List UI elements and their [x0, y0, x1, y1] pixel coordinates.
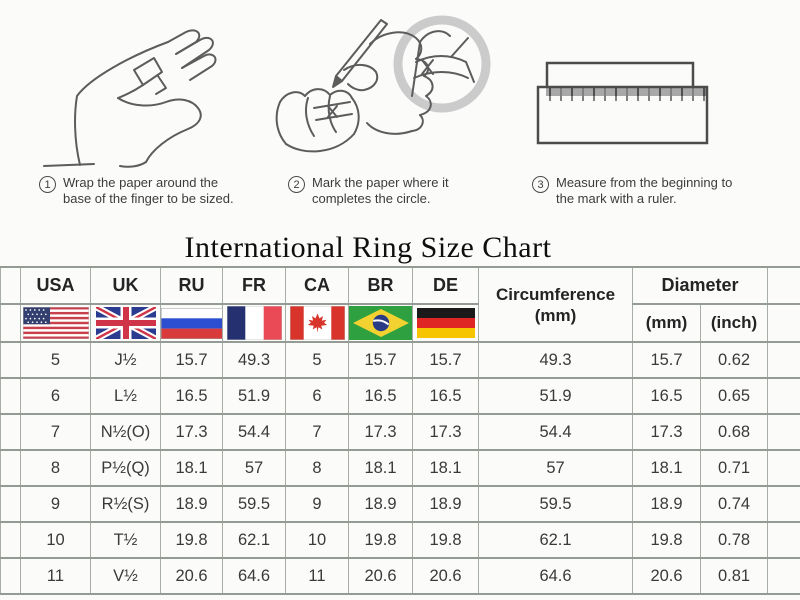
cell-fr: 49.3 — [223, 342, 286, 378]
ring-size-table — [0, 266, 800, 595]
cell-diameter-inch: 0.68 — [701, 414, 768, 450]
step2-number-badge: 2 — [288, 176, 305, 193]
russia-flag-icon — [161, 308, 223, 339]
col-header-de: DE — [413, 267, 479, 304]
hand-with-paper-strip-illustration — [30, 8, 265, 170]
cell-br: 18.1 — [349, 450, 413, 486]
col-header-usa: USA — [21, 267, 91, 304]
cell-de: 16.5 — [413, 378, 479, 414]
cell-diameter-inch: 0.74 — [701, 486, 768, 522]
col-header-fr: FR — [223, 267, 286, 304]
table-row — [1, 450, 800, 486]
flag-cell-de — [413, 304, 479, 342]
cell-diameter-mm: 18.1 — [633, 450, 701, 486]
row-left-margin — [1, 522, 21, 558]
cell-de: 18.9 — [413, 486, 479, 522]
cell-br: 20.6 — [349, 558, 413, 594]
flag-cell-usa — [21, 304, 91, 342]
cell-de: 19.8 — [413, 522, 479, 558]
cell-de: 15.7 — [413, 342, 479, 378]
mark-paper-with-pen-illustration — [270, 4, 510, 170]
table-row — [1, 486, 800, 522]
col-header-ca: CA — [286, 267, 349, 304]
ring-size-tbody — [1, 342, 800, 594]
flag-row — [1, 304, 800, 342]
flag-cell-fr — [223, 304, 286, 342]
cell-fr: 51.9 — [223, 378, 286, 414]
cell-ca: 7 — [286, 414, 349, 450]
header-left-margin — [1, 267, 21, 304]
cell-ru: 16.5 — [161, 378, 223, 414]
step1-caption — [39, 175, 274, 207]
cell-usa: 11 — [21, 558, 91, 594]
cell-ru: 17.3 — [161, 414, 223, 450]
row-left-margin — [1, 450, 21, 486]
france-flag-icon — [227, 306, 282, 340]
step1-line2: base of the finger to be sized. — [63, 191, 234, 206]
cell-fr: 57 — [223, 450, 286, 486]
cell-usa: 7 — [21, 414, 91, 450]
cell-diameter-mm: 15.7 — [633, 342, 701, 378]
cell-diameter-mm: 17.3 — [633, 414, 701, 450]
cell-diameter-inch: 0.78 — [701, 522, 768, 558]
col-header-diameter-mm: (mm) — [633, 304, 701, 342]
step3-line1: Measure from the beginning to — [556, 175, 733, 190]
cell-fr: 54.4 — [223, 414, 286, 450]
flagrow-left-margin — [1, 304, 21, 342]
row-right-margin — [768, 342, 800, 378]
flag-cell-br — [349, 304, 413, 342]
cell-uk: J½ — [91, 342, 161, 378]
cell-ca: 8 — [286, 450, 349, 486]
row-right-margin — [768, 378, 800, 414]
cell-usa: 8 — [21, 450, 91, 486]
cell-ca: 11 — [286, 558, 349, 594]
step3-text — [556, 175, 732, 207]
step2-line1: Mark the paper where it — [312, 175, 449, 190]
flag-cell-ca — [286, 304, 349, 342]
cell-uk: P½(Q) — [91, 450, 161, 486]
row-left-margin — [1, 378, 21, 414]
cell-de: 20.6 — [413, 558, 479, 594]
cell-uk: T½ — [91, 522, 161, 558]
step2-text — [312, 175, 449, 207]
step3-line2: the mark with a ruler. — [556, 191, 677, 206]
cell-diameter-inch: 0.62 — [701, 342, 768, 378]
flag-cell-uk — [91, 304, 161, 342]
circumference-label: Circumference — [495, 284, 616, 304]
table-row — [1, 414, 800, 450]
flagrow-right-margin — [768, 304, 800, 342]
page-title: International Ring Size Chart — [184, 231, 552, 264]
step3-number-badge: 3 — [532, 176, 549, 193]
header-row — [1, 267, 800, 304]
uk-flag-icon — [96, 307, 156, 339]
canada-flag-icon — [290, 306, 345, 340]
cell-ru: 18.1 — [161, 450, 223, 486]
cell-br: 19.8 — [349, 522, 413, 558]
step1-text — [63, 175, 234, 207]
cell-circumference-mm: 59.5 — [479, 486, 633, 522]
cell-ca: 6 — [286, 378, 349, 414]
table-row — [1, 558, 800, 594]
cell-de: 17.3 — [413, 414, 479, 450]
cell-uk: N½(O) — [91, 414, 161, 450]
cell-ca: 9 — [286, 486, 349, 522]
cell-fr: 59.5 — [223, 486, 286, 522]
cell-circumference-mm: 62.1 — [479, 522, 633, 558]
cell-circumference-mm: 57 — [479, 450, 633, 486]
cell-diameter-inch: 0.71 — [701, 450, 768, 486]
cell-uk: V½ — [91, 558, 161, 594]
cell-circumference-mm: 64.6 — [479, 558, 633, 594]
cell-usa: 5 — [21, 342, 91, 378]
cell-ca: 10 — [286, 522, 349, 558]
col-header-ru: RU — [161, 267, 223, 304]
row-right-margin — [768, 486, 800, 522]
cell-uk: L½ — [91, 378, 161, 414]
cell-circumference-mm: 49.3 — [479, 342, 633, 378]
row-left-margin — [1, 414, 21, 450]
cell-br: 15.7 — [349, 342, 413, 378]
cell-br: 16.5 — [349, 378, 413, 414]
cell-circumference-mm: 54.4 — [479, 414, 633, 450]
row-left-margin — [1, 486, 21, 522]
cell-circumference-mm: 51.9 — [479, 378, 633, 414]
cell-br: 17.3 — [349, 414, 413, 450]
row-right-margin — [768, 522, 800, 558]
usa-flag-icon — [23, 307, 89, 339]
cell-diameter-mm: 18.9 — [633, 486, 701, 522]
cell-ru: 19.8 — [161, 522, 223, 558]
ruler-measure-illustration — [520, 30, 780, 170]
row-left-margin — [1, 342, 21, 378]
cell-de: 18.1 — [413, 450, 479, 486]
row-right-margin — [768, 414, 800, 450]
header-right-margin — [768, 267, 800, 304]
cell-diameter-mm: 20.6 — [633, 558, 701, 594]
cell-ru: 20.6 — [161, 558, 223, 594]
cell-diameter-inch: 0.81 — [701, 558, 768, 594]
cell-diameter-inch: 0.65 — [701, 378, 768, 414]
cell-uk: R½(S) — [91, 486, 161, 522]
col-header-diameter: Diameter — [633, 267, 768, 304]
row-right-margin — [768, 558, 800, 594]
cell-usa: 10 — [21, 522, 91, 558]
cell-usa: 6 — [21, 378, 91, 414]
table-row — [1, 522, 800, 558]
circumference-unit: (mm) — [534, 305, 577, 325]
cell-ru: 15.7 — [161, 342, 223, 378]
cell-diameter-mm: 19.8 — [633, 522, 701, 558]
step1-number-badge: 1 — [39, 176, 56, 193]
table-row — [1, 342, 800, 378]
cell-usa: 9 — [21, 486, 91, 522]
brazil-flag-icon — [349, 306, 413, 340]
paper-strip — [547, 63, 693, 88]
col-header-uk: UK — [91, 267, 161, 304]
flag-cell-ru — [161, 304, 223, 342]
col-header-circumference — [479, 267, 633, 342]
germany-flag-icon — [417, 308, 475, 338]
cell-diameter-mm: 16.5 — [633, 378, 701, 414]
col-header-br: BR — [349, 267, 413, 304]
step2-caption — [288, 175, 503, 207]
cell-ca: 5 — [286, 342, 349, 378]
col-header-diameter-inch: (inch) — [701, 304, 768, 342]
row-right-margin — [768, 450, 800, 486]
step3-caption — [532, 175, 782, 207]
table-row — [1, 378, 800, 414]
cell-fr: 64.6 — [223, 558, 286, 594]
cell-br: 18.9 — [349, 486, 413, 522]
row-left-margin — [1, 558, 21, 594]
cell-ru: 18.9 — [161, 486, 223, 522]
step1-line1: Wrap the paper around the — [63, 175, 219, 190]
step2-line2: completes the circle. — [312, 191, 431, 206]
cell-fr: 62.1 — [223, 522, 286, 558]
